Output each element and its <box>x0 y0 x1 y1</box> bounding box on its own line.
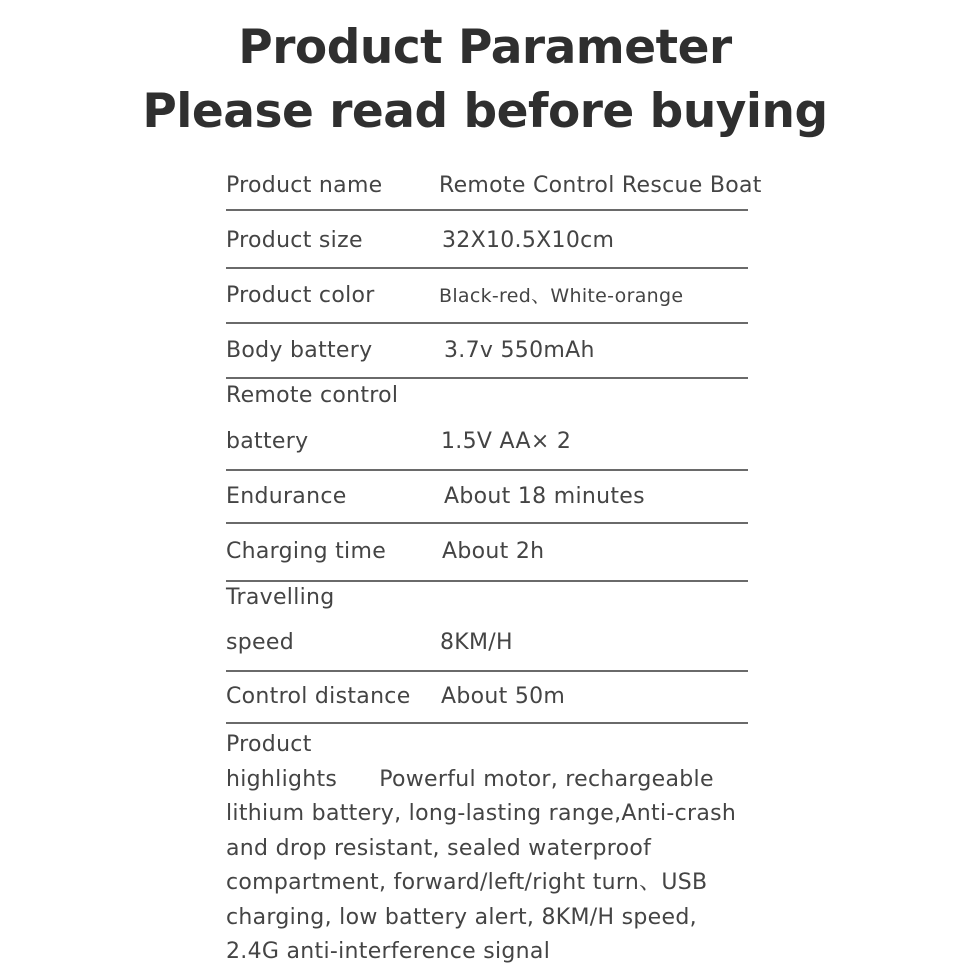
param-value: 32X10.5X10cm <box>442 228 615 253</box>
param-label: Endurance <box>226 484 347 509</box>
param-value: About 18 minutes <box>444 484 645 509</box>
param-label: Product size <box>226 228 363 253</box>
param-row-control-distance <box>226 672 748 724</box>
param-row-body-battery <box>226 324 748 379</box>
param-label-line2: speed <box>226 630 294 655</box>
param-label-line2: battery <box>226 429 309 454</box>
param-row-charging-time <box>226 524 748 582</box>
param-row-endurance <box>226 471 748 524</box>
highlights-text: compartment, forward/left/right turn、USB <box>226 870 708 895</box>
highlights-label-line1: Product <box>226 732 312 757</box>
product-highlights <box>226 728 766 970</box>
highlights-text: charging, low battery alert, 8KM/H speed, <box>226 904 697 930</box>
page-subtitle: Please read before buying <box>142 84 828 139</box>
highlights-label-line2: highlights <box>226 766 338 792</box>
param-value: Black-red、White-orange <box>439 285 684 307</box>
param-value: 3.7v 550mAh <box>444 338 595 363</box>
param-label: Product color <box>226 283 375 308</box>
param-label: Charging time <box>226 539 387 564</box>
param-value: 8KM/H <box>440 630 513 655</box>
highlights-text: and drop resistant, sealed waterproof <box>226 835 652 861</box>
param-value: Remote Control Rescue Boat <box>439 173 762 198</box>
highlights-text: 2.4G anti-interference signal <box>226 939 551 964</box>
param-label: Body battery <box>226 338 373 363</box>
param-row-product-size <box>226 211 748 269</box>
param-value: About 2h <box>442 539 545 564</box>
page-title: Product Parameter <box>238 20 732 75</box>
param-value: About 50m <box>441 684 566 709</box>
highlights-text: Powerful motor, rechargeable <box>379 766 714 792</box>
highlights-text: lithium battery, long-lasting range,Anti-crash <box>226 801 737 826</box>
param-label-line1: Travelling <box>226 585 335 610</box>
param-label: Control distance <box>226 684 411 709</box>
param-value: 1.5V AA× 2 <box>441 429 572 454</box>
param-row-remote-battery <box>226 379 748 471</box>
highlights-first-line <box>226 763 766 798</box>
param-row-travelling-speed <box>226 582 748 672</box>
param-label: Product name <box>226 173 383 198</box>
param-row-product-name <box>226 168 762 211</box>
param-label-line1: Remote control <box>226 383 399 408</box>
param-row-product-color <box>226 269 748 324</box>
